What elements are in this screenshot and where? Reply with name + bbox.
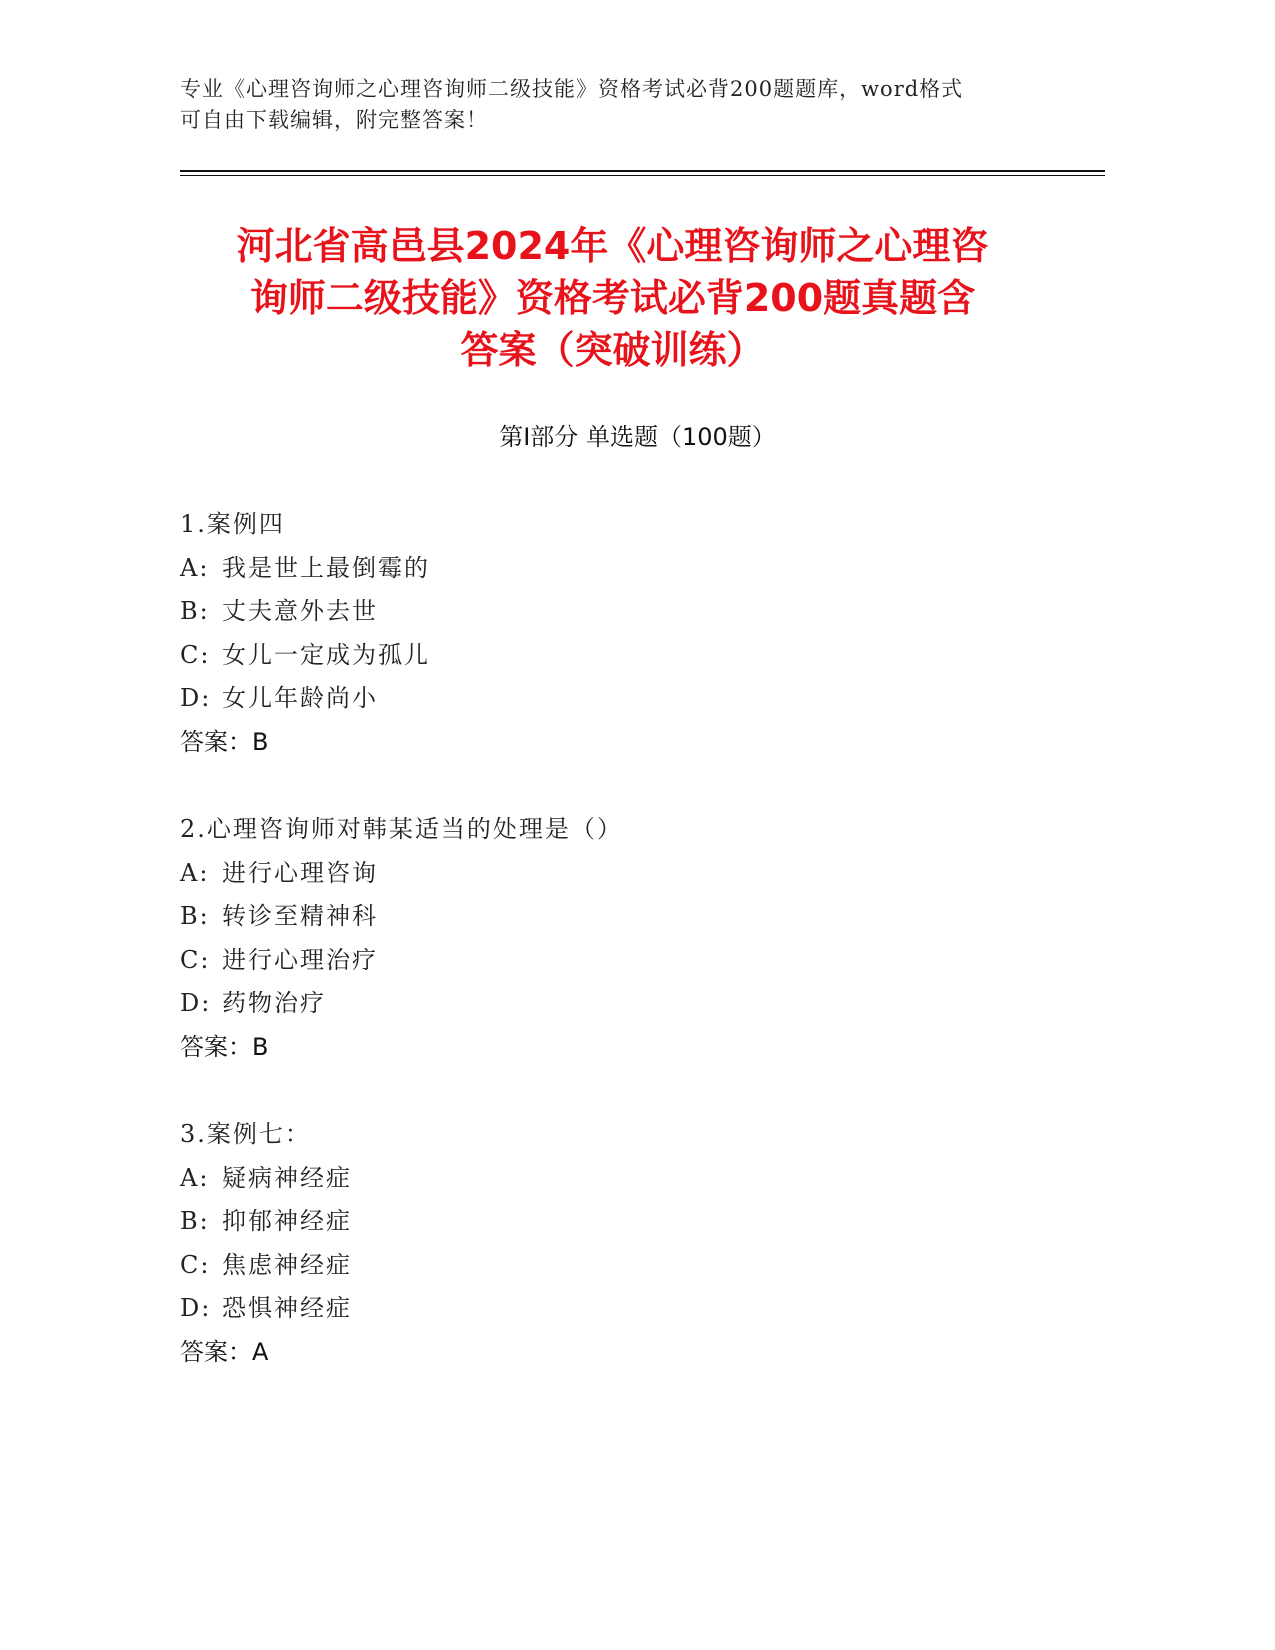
option-a [180,547,1080,591]
option-text: 我是世上最倒霉的 [222,553,430,582]
option-text: 抑郁神经症 [222,1207,352,1236]
option-text: 进行心理治疗 [222,945,378,974]
answer-line: 答案：B [180,727,269,756]
header-note [180,74,1040,136]
option-letter: D: [180,684,212,713]
header-note-line-2: 可自由下载编辑，附完整答案！ [180,108,488,132]
option-letter: C: [180,640,211,669]
option-a [180,1157,1080,1201]
question-stem: 1.案例四 [180,510,285,538]
option-text: 疑病神经症 [222,1163,352,1192]
document-title-line-1: 河北省高邑县2024年《心理咨询师之心理咨 [236,224,989,268]
option-letter: B: [180,1207,210,1236]
question-block [180,1113,1080,1375]
option-letter: C: [180,945,211,974]
question-stem: 3.案例七： [180,1120,311,1148]
option-text: 丈夫意外去世 [222,597,378,626]
option-letter: B: [180,597,210,626]
header-rule-thin [180,175,1105,176]
option-letter: D: [180,1294,212,1323]
document-title-line-2: 询师二级技能》资格考试必背200题真题含 [249,276,976,320]
option-text: 进行心理咨询 [222,858,378,887]
header-rule-thick [180,170,1105,172]
option-c [180,1244,1080,1288]
option-text: 女儿一定成为孤儿 [222,640,430,669]
option-text: 恐惧神经症 [222,1294,352,1323]
option-d [180,982,1080,1026]
option-b [180,1200,1080,1244]
option-letter: C: [180,1250,211,1279]
question-stem: 2.心理咨询师对韩某适当的处理是（） [180,815,623,843]
option-c [180,939,1080,983]
header-note-line-1: 专业《心理咨询师之心理咨询师二级技能》资格考试必背200题题库，word格式 [180,77,964,101]
document-title-line-3: 答案（突破训练） [460,328,765,372]
question-block [180,503,1080,765]
option-a [180,852,1080,896]
option-letter: A: [180,858,210,887]
option-text: 转诊至精神科 [222,902,378,931]
section-heading: 第Ⅰ部分 单选题（100题） [499,423,776,451]
answer-line: 答案：A [180,1337,269,1366]
answer-line: 答案：B [180,1032,269,1061]
document-title [150,220,1075,376]
question-block [180,808,1080,1070]
option-letter: B: [180,902,210,931]
option-text: 女儿年龄尚小 [222,684,378,713]
option-letter: A: [180,553,210,582]
option-b [180,590,1080,634]
option-b [180,895,1080,939]
option-letter: A: [180,1163,210,1192]
option-text: 药物治疗 [222,989,326,1018]
option-text: 焦虑神经症 [222,1250,352,1279]
option-d [180,677,1080,721]
option-letter: D: [180,989,212,1018]
option-c [180,634,1080,678]
option-d [180,1287,1080,1331]
